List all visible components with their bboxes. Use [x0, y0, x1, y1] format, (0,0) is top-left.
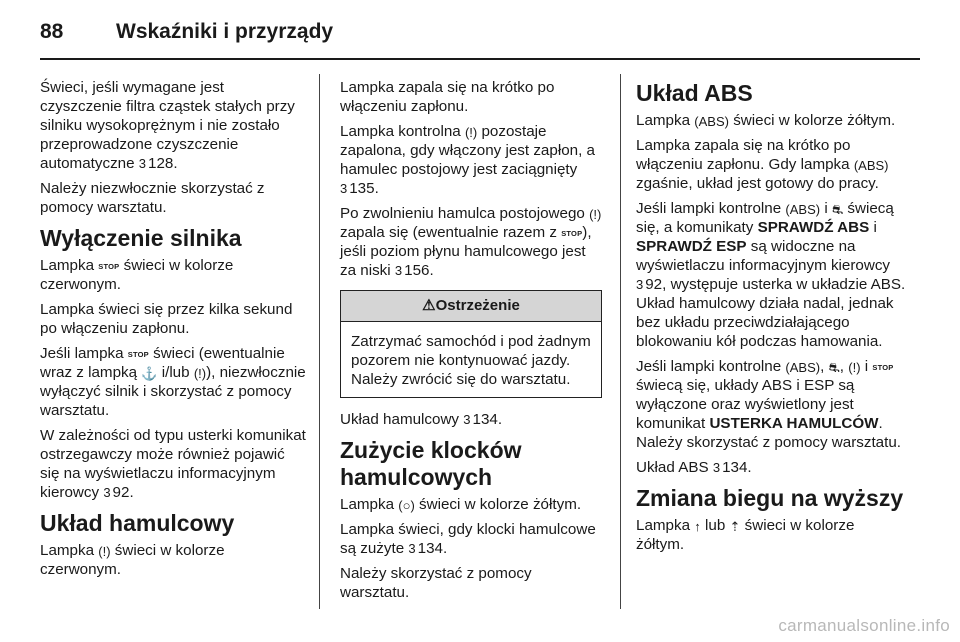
- brake-system-icon: (!): [464, 125, 478, 140]
- page-reference[interactable]: 156.: [404, 262, 434, 279]
- paragraph: Lampka (○) świeci w kolorze żółtym.: [340, 496, 582, 513]
- xref-icon: 3: [103, 485, 111, 500]
- header-rule: [40, 58, 920, 60]
- page-reference[interactable]: 134.: [417, 540, 448, 557]
- brake-pad-wear-icon: (○): [398, 498, 415, 513]
- page-reference[interactable]: 92,: [645, 276, 667, 293]
- paragraph: Należy skorzystać z pomocy warsztatu.: [340, 565, 532, 601]
- esp-icon: ⛐: [831, 202, 844, 217]
- paragraph: Po zwolnieniu hamulca postojowego (!) zapala się (ewentualnie razem z STOP), jeśli poziom płynu hamulcowego jest za niski 3 156.: [340, 205, 602, 279]
- abs-icon: (ABS): [853, 158, 889, 173]
- paragraph: Lampka świeci się przez kilka sekund po włączeniu zapłonu.: [40, 301, 293, 337]
- paragraph: Jeśli lampka STOP świeci (ewentualnie wraz z lampką ⚓ i/lub (!)), niezwłocznie wyłączyć silnik i skorzystać z pomocy warsztatu.: [40, 345, 306, 419]
- xref-icon: 3: [636, 277, 644, 292]
- stop-icon: STOP: [127, 350, 149, 359]
- xref-icon: 3: [340, 181, 348, 196]
- warning-box: [340, 290, 602, 398]
- paragraph: Lampka ↑ lub ⇡ świeci w kolorze żółtym.: [636, 517, 855, 553]
- esp-icon: ⛐: [828, 360, 840, 375]
- paragraph: Jeśli lampki kontrolne (ABS) i ⛐ świecą się, a komunikaty SPRAWDŹ ABS i SPRAWDŹ ESP są widoczne na wyświetlaczu informacyjnym kierowcy 3 92, występuje usterka w układzie ABS. Układ hamulcowy działa nadal, jednak bez układu przeciwdziałającego blokowaniu kół podczas hamowania.: [636, 200, 906, 350]
- abs-icon: (ABS): [785, 360, 821, 375]
- upshift-alt-icon: ⇡: [729, 519, 741, 534]
- section-heading-brake-system: Układ hamulcowy: [40, 510, 235, 536]
- warning-title: Ostrzeżenie: [435, 297, 520, 314]
- xref-icon: 3: [408, 541, 416, 556]
- upshift-icon: ↑: [694, 519, 701, 534]
- stop-icon: STOP: [98, 262, 120, 271]
- abs-icon: (ABS): [785, 202, 821, 217]
- paragraph: Lampka (!) świeci w kolorze czerwonym.: [40, 542, 225, 578]
- abs-icon: (ABS): [694, 114, 729, 129]
- paragraph: Układ hamulcowy 3 134.: [340, 411, 503, 428]
- column-divider: [620, 74, 621, 609]
- page-reference[interactable]: 128.: [148, 155, 178, 172]
- warning-text: Zatrzymać samochód i pod żadnym pozorem nie kontynuować jazdy. Należy zwrócić się do warsztatu.: [351, 333, 591, 388]
- paragraph: Jeśli lampki kontrolne (ABS), ⛐, (!) i STOP świecą się, układy ABS i ESP są wyłączone oraz wyświetlony jest komunikat USTERKA HAMULCÓW. Należy skorzystać z pomocy warsztatu.: [636, 358, 902, 451]
- xref-icon: 3: [463, 412, 471, 427]
- column-1: [40, 78, 308, 585]
- page-reference[interactable]: 92.: [112, 484, 134, 501]
- section-heading-upshift: Zmiana biegu na wyższy: [636, 485, 904, 511]
- section-heading-brake-pad-wear: Zużycie klocków hamulcowych: [340, 437, 522, 490]
- paragraph: Lampka zapala się na krótko po włączeniu zapłonu. Gdy lampka (ABS) zgaśnie, układ jest gotowy do pracy.: [636, 137, 889, 192]
- page-reference[interactable]: 135.: [349, 180, 379, 197]
- coolant-temperature-icon: ⚓: [141, 366, 158, 381]
- paragraph: Świeci, jeśli wymagane jest czyszczenie filtra cząstek stałych przy silniku wysokoprężnym i nie zostało przeprowadzone czyszczenie automatyczne 3 128.: [40, 79, 295, 172]
- display-message: USTERKA HAMULCÓW: [709, 415, 879, 432]
- xref-icon: 3: [712, 460, 721, 475]
- display-message: SPRAWDŹ ESP: [636, 238, 747, 255]
- section-heading-engine-shutdown: Wyłączenie silnika: [40, 225, 242, 251]
- brake-system-icon: (!): [193, 366, 207, 381]
- paragraph: Lampka STOP świeci w kolorze czerwonym.: [40, 257, 234, 293]
- page-header: [40, 20, 920, 50]
- xref-icon: 3: [138, 156, 147, 171]
- xref-icon: 3: [394, 263, 403, 278]
- page-reference[interactable]: 134.: [722, 459, 752, 476]
- stop-icon: STOP: [872, 363, 894, 372]
- brake-system-icon: (!): [98, 544, 111, 559]
- stop-icon: STOP: [561, 229, 583, 238]
- paragraph: Lampka świeci, gdy klocki hamulcowe są zużyte 3 134.: [340, 521, 596, 557]
- column-2: [340, 78, 602, 608]
- page-number: 88: [40, 20, 64, 43]
- column-3: [636, 78, 906, 560]
- page-title: Wskaźniki i przyrządy: [116, 20, 334, 43]
- display-message: SPRAWDŹ ABS: [757, 219, 870, 236]
- column-divider: [319, 74, 320, 609]
- brake-system-icon: (!): [848, 360, 861, 375]
- warning-icon: ⚠: [422, 297, 436, 314]
- paragraph: W zależności od typu usterki komunikat ostrzegawczy może również pojawić się na wyświetlaczu informacyjnym kierowcy 3 92.: [40, 427, 306, 501]
- brake-system-icon: (!): [589, 207, 602, 222]
- footer-watermark: carmanualsonline.info: [778, 616, 950, 635]
- warning-header: [341, 291, 601, 322]
- paragraph: Lampka kontrolna (!) pozostaje zapalona, gdy włączony jest zapłon, a hamulec postojowy jest zaciągnięty 3 135.: [340, 123, 595, 197]
- paragraph: Lampka zapala się na krótko po włączeniu zapłonu.: [340, 79, 555, 115]
- paragraph: Układ ABS 3 134.: [636, 459, 752, 476]
- page-reference[interactable]: 134.: [472, 411, 503, 428]
- section-heading-abs: Układ ABS: [636, 80, 753, 106]
- paragraph: Należy niezwłocznie skorzystać z pomocy warsztatu.: [40, 180, 265, 216]
- paragraph: Lampka (ABS) świeci w kolorze żółtym.: [636, 112, 896, 129]
